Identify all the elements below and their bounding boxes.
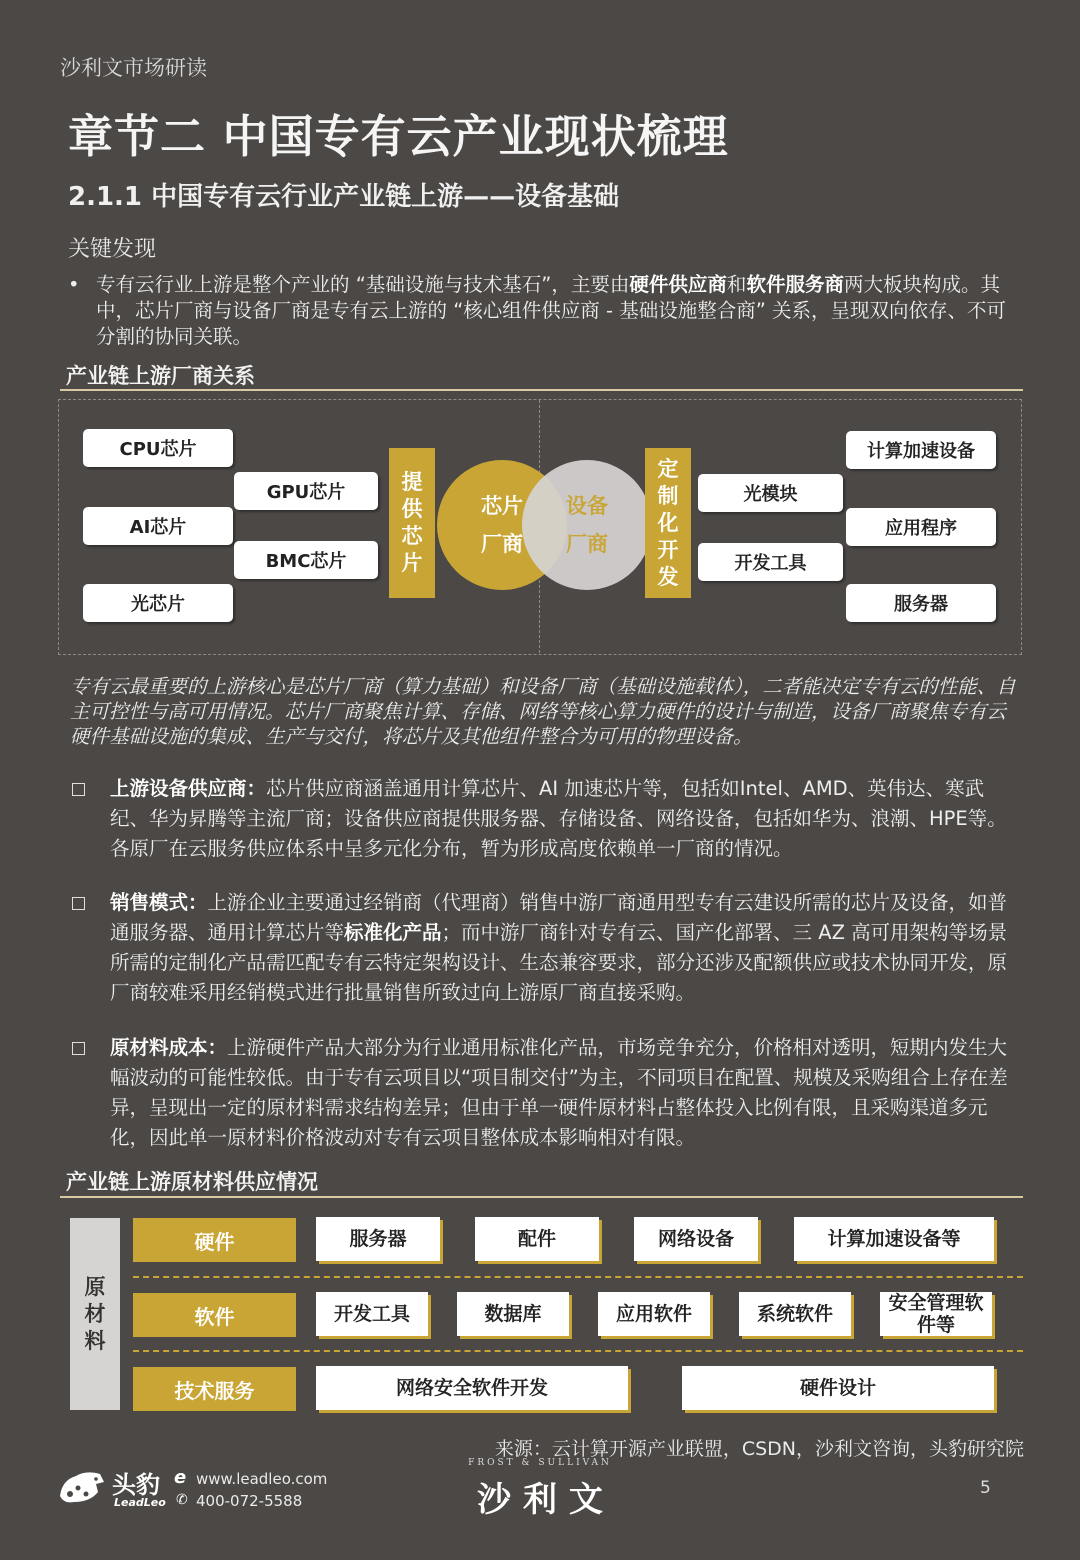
sw-database: 数据库 xyxy=(457,1292,569,1336)
sw-apps: 应用软件 xyxy=(598,1292,710,1336)
custom-dev-bar: 定制化开发 xyxy=(645,448,691,598)
hw-network: 网络设备 xyxy=(634,1217,758,1261)
device-dev-tools: 开发工具 xyxy=(698,543,843,581)
footer-phone: 400-072-5588 xyxy=(196,1492,303,1510)
checkbox-bullet xyxy=(72,897,85,910)
relation-section-title: 产业链上游厂商关系 xyxy=(66,364,255,388)
bullet-dot: • xyxy=(68,273,80,296)
section-title: 2.1.1 中国专有云行业产业链上游——设备基础 xyxy=(68,182,620,212)
chip-optical: 光芯片 xyxy=(83,584,233,622)
frost-sullivan-cn-logo: 沙 利 文 xyxy=(477,1480,603,1520)
source-note: 来源：云计算开源产业联盟，CSDN，沙利文咨询，头豹研究院 xyxy=(494,1438,1024,1460)
leadleo-cn-logo: 头豹 xyxy=(112,1471,160,1499)
footer-url: www.leadleo.com xyxy=(196,1470,328,1488)
checkbox-bullet xyxy=(72,1042,85,1055)
footer-contact xyxy=(196,1468,327,1512)
point-material-cost: 原材料成本：上游硬件产品大部分为行业通用标准化产品，市场竞争充分，价格相对透明，短期内发生大幅波动的可能性较低。由于专有云项目以“项目制交付”为主，不同项目在配置、规模及采购组合上存在差异，呈现出一定的原材料需求结构差异；但由于单一硬件原材料占整体投入比例有限，且采购渠道多元化，因此单一原材料价格波动对专有云项目整体成本影响相对有限。 xyxy=(72,1033,1012,1153)
web-icon: e xyxy=(174,1467,187,1488)
hw-parts: 配件 xyxy=(475,1217,599,1261)
chip-bmc: BMC芯片 xyxy=(234,541,378,579)
supply-section-title: 产业链上游原材料供应情况 xyxy=(66,1170,318,1194)
chip-vendor-circle: 芯片厂商 xyxy=(437,460,567,590)
device-apps: 应用程序 xyxy=(846,508,996,546)
brand-name: 沙利文市场研读 xyxy=(60,56,207,80)
phone-icon: ✆ xyxy=(176,1492,188,1508)
leopard-logo-icon xyxy=(56,1466,108,1510)
page-number: 5 xyxy=(980,1478,991,1498)
chip-gpu: GPU芯片 xyxy=(234,472,378,510)
row-label-software: 软件 xyxy=(133,1293,296,1337)
key-findings-label: 关键发现 xyxy=(68,237,157,262)
hw-server: 服务器 xyxy=(316,1217,440,1261)
ts-hardware-design: 硬件设计 xyxy=(682,1366,994,1410)
section-rule xyxy=(60,1196,1023,1198)
provide-chips-bar: 提供芯片 xyxy=(389,448,435,598)
chapter-title: 章节二 中国专有云产业现状梳理 xyxy=(68,110,729,163)
device-accel: 计算加速设备 xyxy=(846,431,996,469)
device-optical-module: 光模块 xyxy=(698,474,843,512)
row-label-hardware: 硬件 xyxy=(133,1218,296,1262)
checkbox-bullet xyxy=(72,783,85,796)
row-divider xyxy=(133,1350,1023,1352)
sw-dev-tools: 开发工具 xyxy=(316,1292,428,1336)
sw-system: 系统软件 xyxy=(739,1292,851,1336)
section-rule xyxy=(60,389,1023,391)
relation-note: 专有云最重要的上游核心是芯片厂商（算力基础）和设备厂商（基础设施载体），二者能决定专有云的性能、自主可控性与高可用情况。芯片厂商聚焦计算、存储、网络等核心算力硬件的设计与制造，设备厂商聚焦专有云硬件基础设施的集成、生产与交付，将芯片及其他组件整合为可用的物理设备。 xyxy=(70,675,1016,748)
chip-cpu: CPU芯片 xyxy=(83,429,233,467)
device-vendor-circle: 设备厂商 xyxy=(522,460,652,590)
frost-sullivan-en: FROST & SULLIVAN xyxy=(468,1458,612,1468)
point-sales-model: 销售模式：上游企业主要通过经销商（代理商）销售中游厂商通用型专有云建设所需的芯片及设备，如普通服务器、通用计算芯片等标准化产品；而中游厂商针对专有云、国产化部署、三 AZ 高可用架构等场景所需的定制化产品需匹配专有云特定架构设计、生态兼容要求，部分还涉及配额供应或技术协同开发，原厂商较难采用经销模式进行批量销售所致过向上游原厂商直接采购。 xyxy=(72,888,1012,1008)
leadleo-en-logo: LeadLeo xyxy=(114,1496,166,1509)
row-divider xyxy=(133,1276,1023,1278)
row-label-tech-service: 技术服务 xyxy=(133,1367,296,1411)
hw-accel: 计算加速设备等 xyxy=(794,1217,994,1261)
point-upstream-suppliers: 上游设备供应商：芯片供应商涵盖通用计算芯片、AI 加速芯片等，包括如Intel、AMD、英伟达、寒武纪、华为昇腾等主流厂商；设备供应商提供服务器、存储设备、网络设备，包括如华为、浪潮、HPE等。各原厂在云服务供应体系中呈多元化分布，暂为形成高度依赖单一厂商的情况。 xyxy=(72,774,1012,864)
chip-ai: AI芯片 xyxy=(83,507,233,545)
raw-material-label: 原材料 xyxy=(70,1218,120,1410)
sw-security: 安全管理软件等 xyxy=(880,1292,992,1336)
ts-network-security: 网络安全软件开发 xyxy=(316,1366,628,1410)
device-server: 服务器 xyxy=(846,584,996,622)
key-finding xyxy=(68,272,1018,350)
key-finding-text: 专有云行业上游是整个产业的 “基础设施与技术基石”，主要由硬件供应商和软件服务商两大板块构成。其中，芯片厂商与设备厂商是专有云上游的 “核心组件供应商 - 基础设施整合商” 关系，呈现双向依存、不可分割的协同关联。 xyxy=(96,273,1007,348)
